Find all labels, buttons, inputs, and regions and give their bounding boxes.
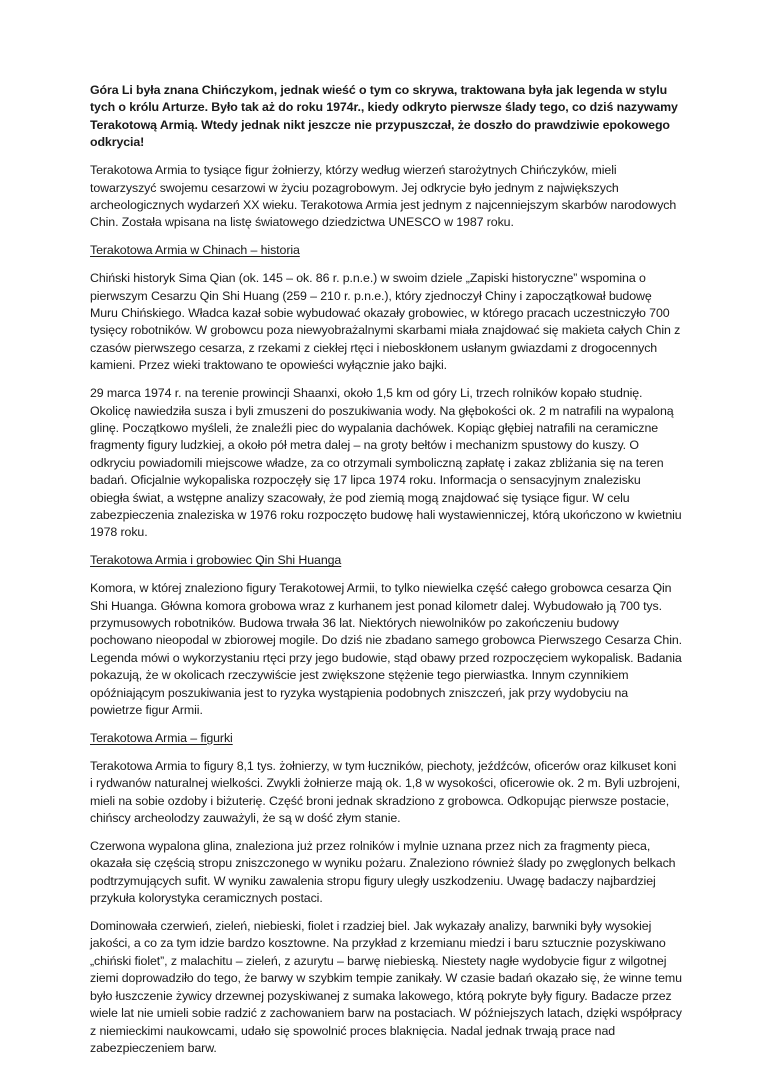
paragraph-colors: Dominowała czerwień, zieleń, niebieski, fiolet i rzadziej biel. Jak wykazały analizy, barwniki były wysokiej jakości, a co za tym idzie bardzo kosztowne. Na przykład z krzemianu miedzi i baru sztucznie pozyskiwano „chiński fiolet”, z malachitu – zieleń, z azurytu – barwę niebieską. Niestety nagłe wydobycie figur z wilgotnej ziemi doprowadziło do tego, że barwy w szybkim tempie zanikały. W czasie badań okazało się, że winne temu było łuszczenie żywicy drzewnej pozyskiwanej z sumaka lakowego, którą pokryte były figury. Badacze przez wiele lat nie umieli sobie radzić z zachowaniem barw na postaciach. W późniejszych latach, dzięki współpracy z niemieckimi naukowcami, udało się spowolnić proces blaknięcia. Nadal jednak trwają prace nad zabezpieczeniem barw. — [90, 919, 682, 1055]
paragraph-sima-qian: Chiński historyk Sima Qian (ok. 145 – ok. 86 r. p.n.e.) w swoim dziele „Zapiski historyczne” wspomina o pierwszym Cesarzu Qin Shi Huang (259 – 210 r. p.n.e.), który zjednoczył Chiny i zapoczątkował budowę Muru Chińskiego. Władca kazał sobie wybudować okazały grobowiec, w którego pracach uczestniczyło 700 tysięcy robotników. W grobowcu poza niewyobrażalnymi skarbami miała znajdować się makieta całych Chin z czasów pierwszego cesarza, z rzekami z ciekłej rtęci i nieboskłonem usłanym gwiazdami z drogocennych kamieni. Przez wieki traktowano te opowieści wyłącznie jako bajki. — [90, 271, 681, 373]
paragraph-figures: Terakotowa Armia to figury 8,1 tys. żołnierzy, w tym łuczników, piechoty, jeźdźców, oficerów oraz kilkuset koni i rydwanów naturalnej wielkości. Zwykli żołnierze mają ok. 1,8 w wysokości, oficerowie ok. 2 m. Byli uzbrojeni, mieli na sobie ozdoby i biżuterię. Część broni jednak skradziono z grobowca. Odkopując pierwsze postacie, chińscy archeolodzy zauważyli, że są w dość złym stanie. — [90, 758, 681, 826]
paragraph-tomb: Komora, w której znaleziono figury Terakotowej Armii, to tylko niewielka część całego grobowca cesarza Qin Shi Huanga. Główna komora grobowa wraz z kurhanem jest ponad kilometr dalej. Wybudowało ją 700 tys. przymusowych robotników. Budowa trwała 36 lat. Niektórych niewolników po zakończeniu budowy pochowano nieopodal w zbiorowej mogile. Do dziś nie zbadano samego grobowca Pierwszego Cesarza Chin. Legenda mówi o wykorzystaniu rtęci przy jego budowie, stąd obawy przed rozpoczęciem wykopalisk. Badania pokazują, że w okolicach rzeczywiście jest zwiększone stężenie tego pierwiastka. Innym czynnikiem opóźniającym poszukiwania jest to ryzyka wystąpienia podobnych zniszczeń, jak przy wydobyciu na powietrze figur Armii. — [90, 581, 682, 717]
paragraph-overview: Terakotowa Armia to tysiące figur żołnierzy, którzy według wierzeń starożytnych Chińczyków, mieli towarzyszyć swojemu cesarzowi w życiu pozagrobowym. Jej odkrycie było jednym z największych archeologicznych wydarzeń XX wieku. Terakotowa Armia jest jednym z najcenniejszym skarbów narodowych Chin. Została wpisana na listę światowego dziedzictwa UNESCO w 1987 roku. — [90, 163, 677, 230]
section-heading-figures: Terakotowa Armia – figurki — [90, 730, 233, 745]
paragraph-discovery: 29 marca 1974 r. na terenie prowincji Shaanxi, około 1,5 km od góry Li, trzech rolników kopało studnię. Okolicę nawiedziła susza i byli zmuszeni do poszukiwania wody. Na głębokości ok. 2 m natrafili na wypaloną glinę. Początkowo myśleli, że znaleźli piec do wypalania dachówek. Kopiąc głębiej natrafili na ceramiczne fragmenty figury ludzkiej, a około pół metra dalej – na groty bełtów i mechanizm spustowy do kuszy. O odkryciu powiadomili miejscowe władze, za co otrzymali symboliczną zapłatę i zakaz zbliżania się na teren badań. Oficjalnie wykopaliska rozpoczęły się 17 lipca 1974 roku. Informacja o sensacyjnym znalezisku obiegła świat, a wstępne analizy szacowały, że pod ziemią mogą znajdować się tysiące figur. W celu zabezpieczenia znaleziska w 1976 roku rozpoczęto budowę hali wystawienniczej, którą ukończono w kwietniu 1978 roku. — [90, 386, 682, 540]
document-page — [90, 82, 682, 1068]
section-heading-tomb: Terakotowa Armia i grobowiec Qin Shi Huanga — [90, 553, 342, 568]
paragraph-clay: Czerwona wypalona glina, znaleziona już przez rolników i mylnie uznana przez nich za fragmenty pieca, okazała się częścią stropu zniszczonego w wyniku pożaru. Znaleziono również ślady po zwęglonych belkach podtrzymujących sufit. W wyniku zawalenia stropu figury uległy uszkodzeniu. Uwagę badaczy najbardziej przykuła kolorystyka ceramicznych postaci. — [90, 838, 676, 906]
section-heading-history: Terakotowa Armia w Chinach – historia — [90, 243, 300, 258]
intro-paragraph: Góra Li była znana Chińczykom, jednak wieść o tym co skrywa, traktowana była jak legenda w stylu tych o królu Arturze. Było tak aż do roku 1974r., kiedy odkryto pierwsze ślady tego, co dziś nazywamy Terakotową Armią. Wtedy jednak nikt jeszcze nie przypuszczał, że doszło do prawdziwie epokowego odkrycia! — [90, 83, 678, 150]
